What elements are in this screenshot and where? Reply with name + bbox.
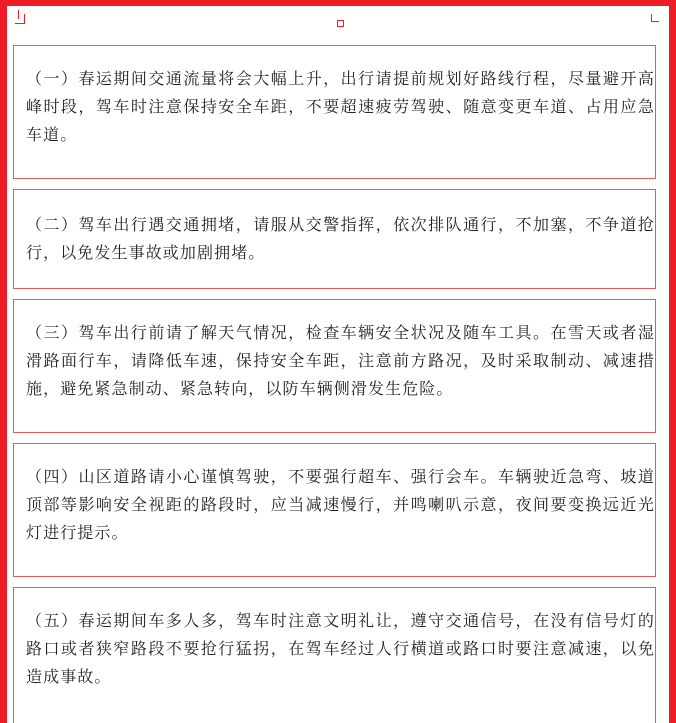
tip-box-4 bbox=[13, 443, 656, 577]
corner-crop-mark-right-icon bbox=[651, 14, 659, 22]
tip-text-5: （五）春运期间车多人多，驾车时注意文明礼让，遵守交通信号，在没有信号灯的路口或者狭窄路段不要抢行猛拐，在驾车经过人行横道或路口时要注意减速，以免造成事故。 bbox=[26, 611, 655, 686]
center-crop-mark-icon bbox=[337, 20, 344, 27]
tip-text-1: （一）春运期间交通流量将会大幅上升，出行请提前规划好路线行程，尽量避开高峰时段，驾车时注意保持安全车距，不要超速疲劳驾驶、随意变更车道、占用应急车道。 bbox=[26, 69, 655, 144]
tip-box-1 bbox=[13, 45, 656, 179]
tip-text-4: （四）山区道路请小心谨慎驾驶，不要强行超车、强行会车。车辆驶近急弯、坡道顶部等影响安全视距的路段时，应当减速慢行，并鸣喇叭示意，夜间要变换远近光灯进行提示。 bbox=[26, 467, 655, 542]
corner-crop-mark-icon bbox=[15, 14, 25, 24]
tip-text-3: （三）驾车出行前请了解天气情况，检查车辆安全状况及随车工具。在雪天或者湿滑路面行车，请降低车速，保持安全车距，注意前方路况，及时采取制动、减速措施，避免紧急制动、紧急转向，以防车辆侧滑发生危险。 bbox=[26, 323, 655, 398]
tip-text-2: （二）驾车出行遇交通拥堵，请服从交警指挥，依次排队通行，不加塞，不争道抢行，以免发生事故或加剧拥堵。 bbox=[26, 215, 655, 262]
tip-box-2 bbox=[13, 189, 656, 289]
tip-box-3 bbox=[13, 299, 656, 433]
tip-box-5 bbox=[13, 587, 656, 723]
